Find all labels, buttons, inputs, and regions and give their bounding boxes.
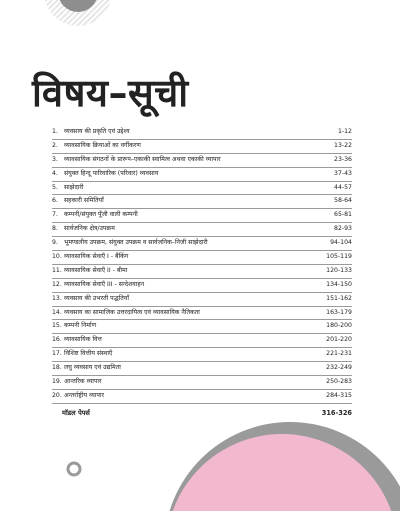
- toc-page-range: 44-57: [334, 183, 352, 191]
- toc-number: 20.: [52, 391, 62, 399]
- toc-chapter-title: व्यावसायिक सेवाएँ III - सन्देशवाहन: [64, 280, 145, 288]
- bottom-right-decorative-circle: [150, 420, 400, 511]
- model-papers-row: [52, 404, 352, 420]
- toc-row: [52, 307, 352, 321]
- toc-chapter-title: व्यावसायिक वित्त: [64, 336, 102, 344]
- toc-page-range: 180-200: [326, 322, 352, 330]
- toc-chapter-title: विशिष्ट वित्तीय संस्थाएँ: [64, 350, 113, 358]
- toc-row: [52, 195, 352, 209]
- toc-number: 12.: [52, 280, 62, 288]
- toc-chapter-title: कम्पनी/संयुक्त पूँजी वाली कम्पनी: [64, 211, 138, 219]
- toc-chapter-title: संयुक्त हिन्दू पारिवारिक (परिवार) व्यवसाय: [64, 169, 159, 177]
- toc-row: [52, 154, 352, 168]
- toc-chapter-title: व्यवसाय की उभरती पद्धतियाँ: [64, 294, 129, 302]
- toc-chapter-title: आन्तरिक व्यापार: [64, 378, 102, 386]
- toc-row: [52, 320, 352, 334]
- toc-row: [52, 279, 352, 293]
- toc-number: 13.: [52, 294, 62, 302]
- toc-row: [52, 251, 352, 265]
- toc-page-range: 13-22: [334, 141, 352, 149]
- toc-page-range: 82-93: [334, 225, 352, 233]
- toc-row: [52, 126, 352, 140]
- toc-chapter-title: व्यावसायिक क्रियाओं का वर्गीकरण: [64, 141, 141, 149]
- toc-page-range: 1-12: [337, 128, 352, 135]
- toc-number: 11.: [52, 266, 62, 274]
- toc-page-range: 232-249: [326, 364, 352, 372]
- toc-chapter-title: लघु व्यवसाय एवं उद्यमिता: [64, 364, 121, 372]
- toc-number: 17.: [52, 350, 62, 358]
- toc-row: [52, 168, 352, 182]
- toc-page-range: 58-64: [334, 197, 352, 205]
- small-ring-decoration: [64, 459, 84, 479]
- toc-page-range: 94-104: [330, 239, 352, 247]
- toc-row: [52, 334, 352, 348]
- toc-chapter-title: सहकारी समितियाँ: [64, 197, 104, 205]
- toc-chapter-title: साझेदारी: [64, 183, 84, 191]
- toc-number: 15.: [52, 322, 62, 330]
- model-papers-label: मॉडल पेपर्स: [62, 408, 90, 417]
- toc-row: [52, 362, 352, 376]
- toc-number: 9.: [52, 239, 58, 247]
- toc-row: [52, 182, 352, 196]
- toc-row: [52, 348, 352, 362]
- toc-row: [52, 237, 352, 251]
- toc-number: 16.: [52, 336, 62, 344]
- toc-number: 10.: [52, 253, 62, 261]
- toc-page-range: 250-283: [326, 378, 352, 386]
- toc-chapter-title: व्यावसायिक सेवाएँ I - बैंकिंग: [64, 253, 129, 261]
- toc-page-range: 120-133: [326, 266, 352, 274]
- toc-row: [52, 265, 352, 279]
- toc-chapter-title: व्यवसाय की प्रकृति एवं उद्देश्य: [64, 128, 130, 135]
- toc-number: 2.: [52, 141, 58, 149]
- toc-row: [52, 293, 352, 307]
- toc-page-range: 163-179: [326, 308, 352, 316]
- toc-number: 1.: [52, 128, 58, 135]
- toc-row: [52, 140, 352, 154]
- toc-page-range: 221-231: [326, 350, 352, 358]
- toc-number: 6.: [52, 197, 58, 205]
- toc-row: [52, 209, 352, 223]
- toc-chapter-title: कम्पनी निर्माण: [64, 322, 97, 330]
- page-title: विषय–सूची: [32, 71, 189, 115]
- toc-page-range: 105-119: [326, 253, 352, 261]
- toc-chapter-title: अन्तर्राष्ट्रीय व्यापार: [64, 391, 105, 399]
- table-of-contents: [52, 126, 352, 420]
- toc-number: 14.: [52, 308, 62, 316]
- toc-page-range: 284-315: [326, 391, 352, 399]
- model-papers-pages: 316-326: [321, 408, 352, 417]
- toc-number: 7.: [52, 211, 58, 219]
- toc-page-range: 134-150: [326, 280, 352, 288]
- toc-row: [52, 390, 352, 404]
- toc-row: [52, 223, 352, 237]
- toc-chapter-title: व्यावसायिक सेवाएँ II - बीमा: [64, 266, 128, 274]
- top-decorative-circle: [28, 0, 128, 28]
- toc-chapter-title: सार्वजनिक क्षेत्र/उपक्रम: [64, 225, 115, 233]
- toc-page-range: 65-81: [334, 211, 352, 219]
- toc-chapter-title: भूमण्डलीय उपक्रम, संयुक्त उपक्रम व सार्वजनिक–निजी साझेदारी: [64, 239, 208, 247]
- toc-page-range: 37-43: [334, 169, 352, 177]
- toc-number: 8.: [52, 225, 58, 233]
- toc-number: 19.: [52, 378, 62, 386]
- toc-number: 18.: [52, 364, 62, 372]
- toc-page-range: 201-220: [326, 336, 352, 344]
- toc-page-range: 151-162: [326, 294, 352, 302]
- toc-number: 5.: [52, 183, 58, 191]
- toc-chapter-title: व्यावसायिक संगठनों के प्रारूप–एकाकी स्वामित्व अथवा एकाकी व्यापार: [64, 155, 221, 163]
- toc-row: [52, 376, 352, 390]
- toc-chapter-title: व्यवसाय का सामाजिक उत्तरदायित्व एवं व्यावसायिक नैतिकता: [64, 308, 200, 316]
- toc-number: 4.: [52, 169, 58, 177]
- toc-number: 3.: [52, 155, 58, 163]
- toc-page-range: 23-36: [334, 155, 352, 163]
